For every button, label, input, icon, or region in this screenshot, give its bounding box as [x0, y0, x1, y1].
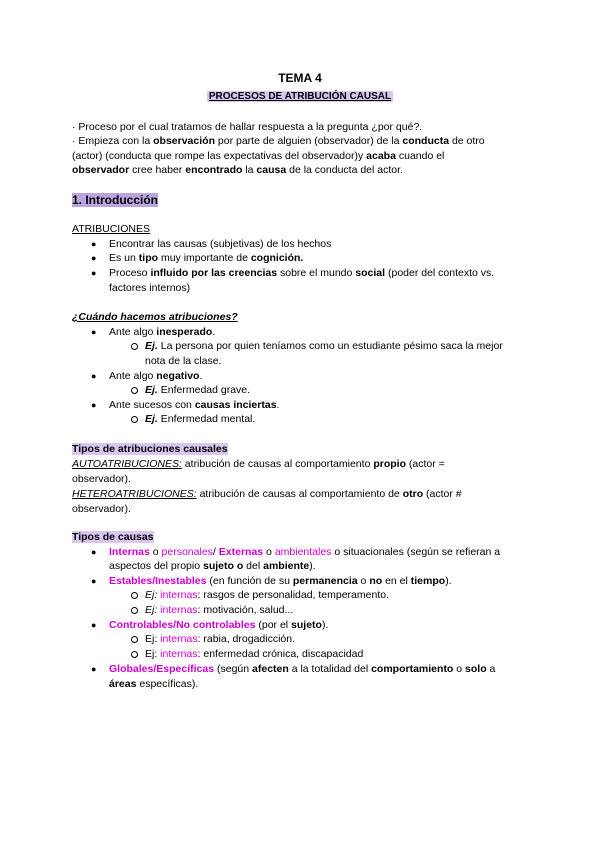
- causas-item-3: Controlables/No controlables (por el sujeto).: [109, 619, 329, 631]
- cuando-item-3-example: Ej. Enfermedad mental.: [145, 413, 256, 425]
- circle-bullet-icon: [131, 592, 138, 599]
- bullet-icon: ●: [91, 400, 97, 410]
- autoatribuciones-cont: observador).: [72, 473, 131, 485]
- autoatribuciones-line: AUTOATRIBUCIONES: atribución de causas al comportamiento propio (actor =: [72, 458, 445, 470]
- circle-bullet-icon: [131, 607, 138, 614]
- intro-line-2: · Empieza con la observación por parte de alguien (observador) de la conducta de otro: [72, 135, 485, 147]
- intro-line-3: (actor) (conducta que rompe las expectativas del observador)y acaba cuando el: [72, 150, 445, 162]
- atribuciones-item-3-cont: factores internos): [109, 282, 191, 294]
- causas-item-2: Estables/Inestables (en función de su permanencia o no en el tiempo).: [109, 575, 452, 587]
- cuando-item-2-example: Ej. Enfermedad grave.: [145, 384, 251, 396]
- bullet-icon: ●: [91, 620, 97, 630]
- causas-item-1-cont: aspectos del propio sujeto o del ambiente).: [109, 560, 316, 572]
- cuando-heading: ¿Cuándo hacemos atribuciones?: [72, 311, 238, 323]
- bullet-icon: ●: [91, 371, 97, 381]
- intro-line-4: observador cree haber encontrado la causa de la conducta del actor.: [72, 164, 403, 176]
- causas-item-4: Globales/Específicas (según afecten a la totalidad del comportamiento o solo a: [109, 663, 496, 675]
- causas-item-4-cont: áreas específicas).: [109, 678, 199, 690]
- causas-item-2-example-1: Ej: internas: rasgos de personalidad, temperamento.: [145, 589, 389, 601]
- heteroatribuciones-line: HETEROATRIBUCIONES: atribución de causas al comportamiento de otro (actor #: [72, 488, 462, 500]
- cuando-item-3: Ante sucesos con causas inciertas.: [109, 399, 280, 411]
- atribuciones-heading: ATRIBUCIONES: [72, 223, 150, 235]
- bullet-icon: ●: [91, 664, 97, 674]
- circle-bullet-icon: [131, 387, 138, 394]
- bullet-icon: ●: [91, 253, 97, 263]
- cuando-item-1-example: Ej. La persona por quien teníamos como un estudiante pésimo saca la mejor: [145, 340, 503, 352]
- page-subtitle-wrap: [0, 89, 600, 104]
- bullet-icon: ●: [91, 239, 97, 249]
- heteroatribuciones-cont: observador).: [72, 503, 131, 515]
- atribuciones-item-3: Proceso influido por las creencias sobre el mundo social (poder del contexto vs.: [109, 267, 495, 279]
- causas-item-1: Internas o personales/ Externas o ambientales o situacionales (según se refieran a: [109, 546, 501, 558]
- cuando-item-1-example-cont: nota de la clase.: [145, 355, 222, 367]
- circle-bullet-icon: [131, 343, 138, 350]
- circle-bullet-icon: [131, 416, 138, 423]
- circle-bullet-icon: [131, 651, 138, 658]
- atribuciones-item-2: Es un tipo muy importante de cognición.: [109, 252, 304, 264]
- atribuciones-item-1: Encontrar las causas (subjetivas) de los hechos: [109, 238, 332, 250]
- bullet-icon: ●: [91, 268, 97, 278]
- cuando-item-2: Ante algo negativo.: [109, 370, 203, 382]
- page-subtitle: PROCESOS DE ATRIBUCIÓN CAUSAL: [208, 91, 392, 102]
- circle-bullet-icon: [131, 636, 138, 643]
- bullet-icon: ●: [91, 576, 97, 586]
- causas-item-3-example-1: Ej: internas: rabia, drogadicción.: [145, 633, 296, 645]
- intro-line-1: · Proceso por el cual tratamos de hallar respuesta a la pregunta ¿por qué?.: [72, 121, 423, 133]
- causas-item-2-example-2: Ej: internas: motivación, salud...: [145, 604, 294, 616]
- bullet-icon: ●: [91, 547, 97, 557]
- causas-item-3-example-2: Ej: internas: enfermedad crónica, discapacidad: [145, 648, 364, 660]
- tipos-causas-heading: Tipos de causas: [72, 531, 154, 543]
- tipos-atribuciones-heading: Tipos de atribuciones causales: [72, 443, 228, 455]
- cuando-item-1: Ante algo inesperado.: [109, 326, 216, 338]
- page-title: TEMA 4: [278, 71, 322, 85]
- bullet-icon: ●: [91, 327, 97, 337]
- section-heading-introduccion: 1. Introducción: [72, 193, 159, 207]
